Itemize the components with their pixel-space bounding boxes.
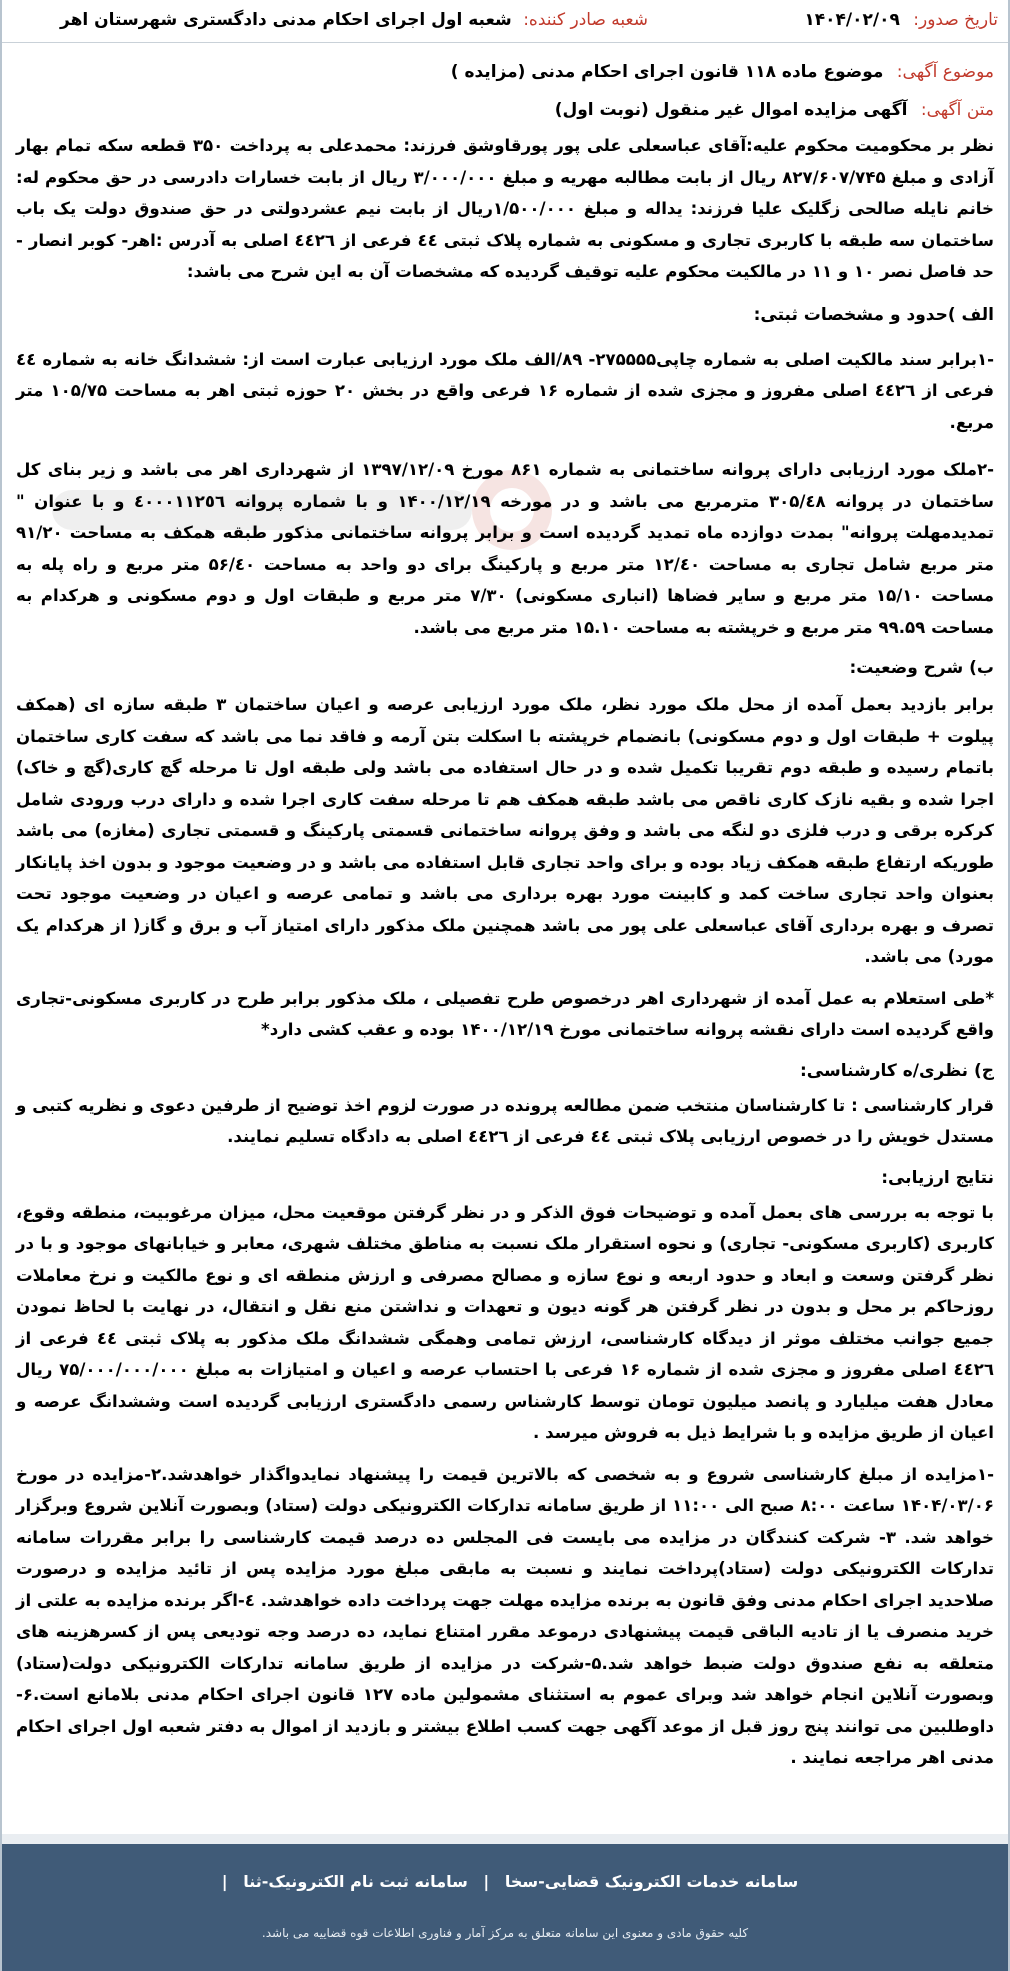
notice-text-title	[16, 100, 994, 120]
text-title-label: متن آگهی:	[920, 100, 994, 120]
notice-subject	[16, 62, 994, 82]
subject-value: موضوع ماده ۱۱۸ قانون اجرای احکام مدنی (مزایده )	[450, 62, 884, 82]
section-b-title: ب) شرح وضعیت:	[849, 658, 994, 678]
section-a-title: الف )حدود و مشخصات ثبتی:	[753, 304, 994, 325]
section-a-paragraph-2: -۲ملک مورد ارزیابی دارای پروانه ساختمانی به شماره ۸۶۱ مورخ ۱۳۹۷/۱۲/۰۹ از شهرداری اهر می باشد و زیر بنای کل ساختمان در پروانه ۳۰۵/٤۸ مترمربع می باشد و در مورخه ۱۴۰۰/۱۲/۱۹ و با شماره پروانه ٤٠٠٠١١٢٥٦ و با عنوان " تمدیدمهلت پروانه" بمدت دوازده ماه تمدید گردیده است و برابر پروانه ساختمانی مذکور طبقه همکف به مساحت ۹۱/۲۰ متر مربع شامل تجاری به مساحت ۱۲/٤٠ متر مربع و پارکینگ برای دو واحد به مساحت ۵۶/٤٠ متر مربع و راه پله به مساحت ۱۵/۱۰ متر مربع و سایر فضاها (انباری مسکونی) ۷/۳۰ متر مربع و طبقات اول و دوم مسکونی و هرکدام به مساحت ۹۹.۵۹ متر مربع و خرپشته به مساحت ۱۵.۱۰ متر مربع می باشد.	[16, 460, 995, 637]
issuing-branch-label: شعبه صادر کننده:	[523, 10, 648, 30]
text-title-value: آگهی مزایده اموال غیر منقول (نوبت اول)	[554, 100, 908, 120]
subject-label: موضوع آگهی:	[896, 62, 994, 82]
site-footer	[2, 1834, 1008, 1971]
results-paragraph-2: -۱مزایده از مبلغ کارشناسی شروع و به شخصی که بالاترین قیمت را پیشنهاد نمایدواگذار خواهدشد.۲-مزایده در مورخ ۱۴۰۴/۰۳/۰۶ ساعت ۸:۰۰ صبح الی ۱۱:۰۰ از طریق سامانه تدارکات الکترونیکی دولت (ستاد) وبصورت آنلاین شروع وبرگزار خواهد شد. ۳- شرکت کنندگان در مزایده می بایست فی المجلس ده درصد قیمت کارشناسی را برابر مقررات سامانه تدارکات الکترونیکی دولت (ستاد)پرداخت نمایند و نسبت به مابقی مبلغ مورد مزایده پس از تائید مزایده و درصورت صلاحدید اجرای احکام مدنی وفق قانون به برنده مزایده مهلت جهت پرداخت داده خواهدشد. ٤-اگر برنده مزایده به علتی از خرید منصرف یا از تادیه الباقی قیمت پیشنهادی درموعد مقرر امتناع نماید، ده درصد وجه تودیعی پس از کسرهزینه های متعلقه به نفع صندوق دولت ضبط خواهد شد.۵-شرکت در مزایده از طریق سامانه تدارکات الکترونیکی دولت(ستاد) وبصورت آنلاین انجام خواهد شد وبرای عموم به استثنای مشمولین ماده ۱۲۷ قانون اجرای احکام مدنی بلامانع است.۶-داوطلبین می توانند پنج روز قبل از موعد آگهی جهت کسب اطلاع بیشتر و بازدید از اموال به دفتر شعبه اول اجرای احکام مدنی اهر مراجعه نمایند .	[16, 1464, 995, 1767]
sana-system-link[interactable]: سامانه ثبت نام الکترونیک-ثنا	[243, 1872, 468, 1891]
issue-date	[804, 10, 998, 30]
results-paragraph-1: با توجه به بررسی های بعمل آمده و توضیحات فوق الذکر و در نظر گرفتن موقعیت محل، میزان مرغوبیت، منطقه وقوع، کاربری (کاربری مسکونی- تجاری) و نحوه استقرار ملک نسبت به مناطق مختلف شهری، معابر و خیابانهای موجود و با در نظر گرفتن وسعت و ابعاد و حدود اربعه و نوع سازه و مصالح مصرفی و ارزش منطقه ای و نوع مالکیت و نرخ معاملات روزحاکم بر محل و بدون در نظر گرفتن هر گونه دیون و تعهدات و نداشتن منع نقل و انتقال، در نهایت با لحاظ نمودن جمیع جوانب مختلف موثر از دیدگاه کارشناسی، ارزش تمامی وهمگی ششدانگ ملک مذکور به پلاک ثبتی ٤٤ فرعی از ٤٤٢٦ اصلی مفروز و مجزی شده از شماره ۱۶ فرعی با احتساب عرصه و اعیان و امتیازات به مبلغ ۷۵/۰۰۰/۰۰۰/۰۰۰ ریال معادل هفت میلیارد و پانصد میلیون تومان توسط کارشناس رسمی دادگستری ارزیابی گردیده است وششدانگ عرصه و اعیان از طریق مزایده و با شرایط ذیل به فروش میرسد .	[16, 1202, 995, 1442]
issuing-branch-value: شعبه اول اجرای احکام مدنی دادگستری شهرستان اهر	[60, 10, 512, 30]
footer-copyright: کلیه حقوق مادی و معنوی این سامانه متعلق به مرکز آمار و فناوری اطلاعات قوه قضاییه می باشد.	[261, 1926, 749, 1940]
issue-date-value: ۱۴۰۴/۰۲/۰۹	[804, 10, 900, 30]
footer-separator: |	[483, 1872, 490, 1891]
section-a-paragraph-1: -۱برابر سند مالکیت اصلی به شماره چاپی۲۷۵۵۵۵- ۸۹/الف ملک مورد ارزیابی عبارت است از: ششدانگ خانه به شماره ٤٤ فرعی از ٤٤٢٦ اصلی مفروز و مجزی شده از شماره ۱۶ فرعی واقع در بخش ۲۰ حوزه ثبتی اهر به مساحت ۱۰۵/۷۵ متر مربع.	[16, 349, 994, 432]
footer-links	[2, 1872, 1008, 1891]
section-c-paragraph-1: قرار کارشناسی : تا کارشناسان منتخب ضمن مطالعه پرونده در صورت لزوم اخذ توضیح از طرفین دعوی و نظریه کتبی و مستدل خویش را در خصوص ارزیابی پلاک ثبتی ٤٤ فرعی از ٤٤٢٦ اصلی به دادگاه تسلیم نمایند.	[16, 1095, 994, 1146]
notice-content	[16, 52, 994, 1774]
footer-separator-end: |	[221, 1872, 228, 1891]
section-b-paragraph-1: برابر بازدید بعمل آمده از محل ملک مورد نظر، ملک مورد ارزیابی عرصه و اعیان ساختمان ۳ طبقه سازه ای (همکف پیلوت + طبقات اول و دوم مسکونی) بانضمام خرپشته با اسکلت بتن آرمه و فاقد نما می باشد که سفت کاری ساختمان باتمام رسیده و طبقه دوم تقریبا تکمیل شده و در حال استفاده می باشد ولی طبقه اول تا مرحله گچ کاری(گچ و خاک) اجرا شده و بقیه نازک کاری ناقص می باشد طبقه همکف هم تا مرحله سفت کاری اجرا شده و دارای درب ورودی شامل کرکره برقی و درب فلزی دو لنگه می باشد و وفق پروانه ساختمانی قسمتی پارکینگ و قسمتی تجاری (مغازه) می باشد طوریکه ارتفاع طبقه همکف زیاد بوده و برای واحد تجاری قابل استفاده می باشد و در وضعیت موجود و بدون اخذ پایانکار بعنوان واحد تجاری ساخت کمد و کابینت مورد بهره برداری می باشد و تمامی عرصه و اعیان در وضعیت موجود تحت تصرف و بهره برداری آقای عباسعلی علی پور می باشد همچنین ملک مذکور دارای امتیاز آب و برق و گاز( از هرکدام یک مورد) می باشد.	[16, 695, 994, 966]
results-title: نتایج ارزیابی:	[881, 1167, 994, 1188]
sakha-system-link[interactable]: سامانه خدمات الکترونیک قضایی-سخا	[504, 1872, 799, 1891]
footer-divider	[2, 1834, 1008, 1844]
section-c-title: ج) نظری/ه کارشناسی:	[799, 1060, 994, 1081]
notice-header	[2, 0, 1008, 43]
section-b-paragraph-2: *طی استعلام به عمل آمده از شهرداری اهر درخصوص طرح تفصیلی ، ملک مذکور برابر طرح در کاربری مسکونی-تجاری واقع گردیده است دارای نقشه پروانه ساختمانی مورخ ۱۴۰۰/۱۲/۱۹ بوده و عقب کشی دارد*	[16, 988, 994, 1039]
issuing-branch	[60, 10, 648, 30]
issue-date-label: تاریخ صدور:	[913, 10, 998, 30]
intro-paragraph: نظر بر محکومیت محکوم علیه:آقای عباسعلی علی پور پورقاوشق فرزند: محمدعلی به پرداخت ۳۵۰ قطعه سکه تمام بهار آزادی و مبلغ ۸۲۷/۶۰۷/۷۴۵ ریال از بابت مطالبه مهریه و مبلغ ۳/۰۰۰/۰۰۰ ریال از بابت خسارات دادرسی در حق محکوم له: خانم نایله صالحی زگلیک علیا فرزند: یداله و مبلغ ۱/۵۰۰/۰۰۰ریال از بابت نیم عشردولتی در حق صندوق دولت یک باب ساختمان سه طبقه با کاربری تجاری و مسکونی به شماره پلاک ثبتی ٤٤ فرعی از ٤٤٢٦ اصلی به آدرس :اهر- کوبر انصار - حد فاصل نصر ۱۰ و ۱۱ در مالکیت محکوم علیه توقیف گردیده که مشخصات آن به این شرح می باشد:	[16, 136, 994, 281]
